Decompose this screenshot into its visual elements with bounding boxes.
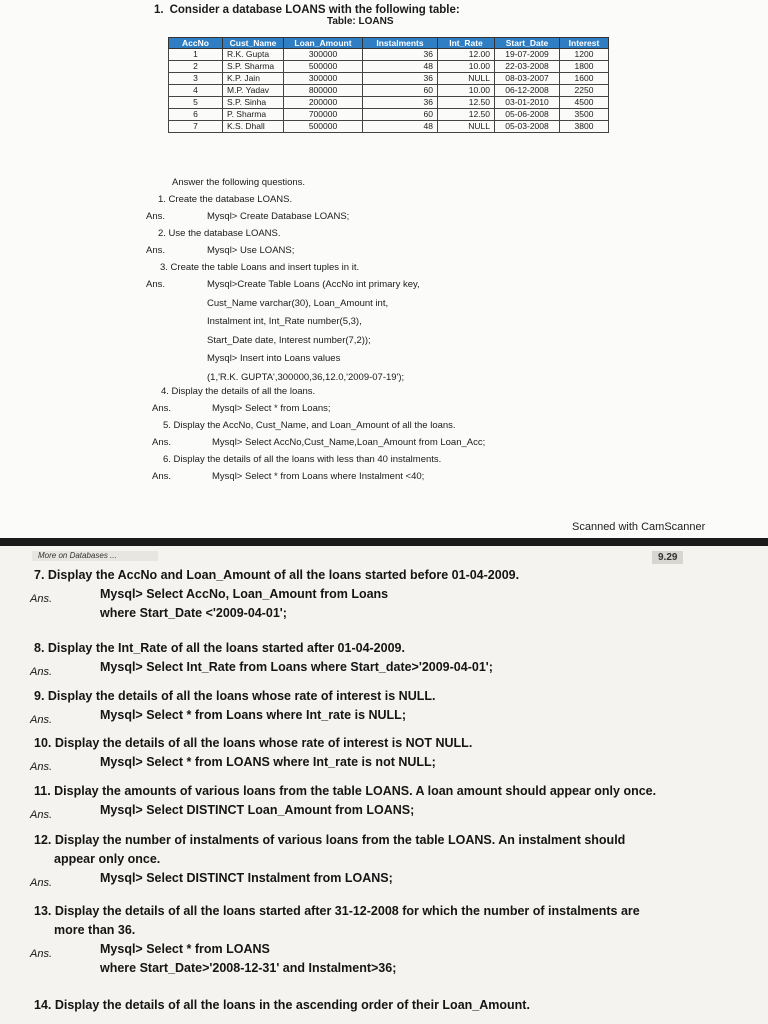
question-line: 6. Display the details of all the loans with less than 40 instalments. — [163, 454, 442, 465]
column-header: Start_Date — [495, 38, 560, 49]
column-header: Cust_Name — [223, 38, 284, 49]
answer-line: Start_Date date, Interest number(7,2)); — [207, 334, 371, 346]
table-cell: 6 — [169, 109, 223, 121]
table-cell: 60 — [363, 109, 438, 121]
table-row — [169, 73, 609, 85]
table-cell: 4500 — [560, 97, 609, 109]
table-cell: 36 — [363, 73, 438, 85]
question-line: 1. Create the database LOANS. — [158, 194, 293, 205]
table-cell: 2250 — [560, 85, 609, 97]
table-cell: S.P. Sharma — [223, 61, 284, 73]
table-cell: P. Sharma — [223, 109, 284, 121]
answer-line: Mysql> Create Database LOANS; — [207, 211, 350, 222]
table-cell: M.P. Yadav — [223, 85, 284, 97]
table-row — [169, 97, 609, 109]
scanner-credit: Scanned with CamScanner — [572, 521, 706, 533]
table-cell: 12.50 — [438, 109, 495, 121]
table-cell: 08-03-2007 — [495, 73, 560, 85]
question-line: 11. Display the amounts of various loans from the table LOANS. A loan amount should appear only once. — [34, 784, 657, 798]
table-row — [169, 49, 609, 61]
column-header: Interest — [560, 38, 609, 49]
table-row — [169, 121, 609, 133]
question-line: more than 36. — [54, 923, 136, 937]
answer-line: Mysql>Create Table Loans (AccNo int primary key, — [207, 279, 420, 290]
answer-line: Mysql> Select AccNo, Loan_Amount from Loans — [100, 587, 389, 601]
table-cell: 300000 — [284, 49, 363, 61]
answer-line: Mysql> Select * from LOANS — [100, 942, 270, 956]
question-line: 14. Display the details of all the loans in the ascending order of their Loan_Amount. — [34, 998, 530, 1012]
table-cell: 10.00 — [438, 85, 495, 97]
table-cell: 48 — [363, 121, 438, 133]
table-cell: R.K. Gupta — [223, 49, 284, 61]
table-row — [169, 109, 609, 121]
instructions: Answer the following questions. — [172, 177, 306, 188]
question-line: 13. Display the details of all the loans started after 31-12-2008 for which the number of instalments are — [34, 904, 640, 918]
answer-label: Ans. — [30, 877, 53, 889]
table-cell: 1 — [169, 49, 223, 61]
chapter-banner: More on Databases ... — [32, 551, 158, 561]
table-cell: K.S. Dhall — [223, 121, 284, 133]
answer-line: where Start_Date>'2008-12-31' and Instalment>36; — [100, 961, 397, 975]
question-line: 9. Display the details of all the loans whose rate of interest is NULL. — [34, 689, 436, 703]
table-header-row — [169, 38, 609, 49]
question-line: 10. Display the details of all the loans whose rate of interest is NOT NULL. — [34, 736, 473, 750]
table-cell: 700000 — [284, 109, 363, 121]
table-cell: 1200 — [560, 49, 609, 61]
answer-line: Mysql> Select * from LOANS where Int_rate is not NULL; — [100, 755, 436, 769]
table-cell: 300000 — [284, 73, 363, 85]
table-row — [169, 61, 609, 73]
answer-label: Ans. — [146, 279, 166, 290]
answer-line: Mysql> Select DISTINCT Loan_Amount from LOANS; — [100, 803, 415, 817]
answer-line: Cust_Name varchar(30), Loan_Amount int, — [207, 297, 389, 309]
table-caption: Table: LOANS — [327, 16, 394, 27]
answer-line: Mysql> Select * from Loans; — [212, 403, 331, 414]
answer-line: Mysql> Insert into Loans values — [207, 353, 341, 364]
answer-line: Mysql> Select Int_Rate from Loans where Start_date>'2009-04-01'; — [100, 660, 493, 674]
answer-label: Ans. — [30, 948, 53, 960]
table-cell: 4 — [169, 85, 223, 97]
column-header: Int_Rate — [438, 38, 495, 49]
table-row — [169, 85, 609, 97]
table-cell: K.P. Jain — [223, 73, 284, 85]
answer-line: Mysql> Select * from Loans where Int_rate is NULL; — [100, 708, 406, 722]
answer-label: Ans. — [30, 593, 53, 605]
question-line: 4. Display the details of all the loans. — [161, 386, 316, 397]
answer-label: Ans. — [146, 245, 166, 256]
table-cell: S.P. Sinha — [223, 97, 284, 109]
table-cell: 05-03-2008 — [495, 121, 560, 133]
loans-table — [168, 37, 609, 133]
question-line: 2. Use the database LOANS. — [158, 228, 281, 239]
table-cell: 48 — [363, 61, 438, 73]
table-cell: 3 — [169, 73, 223, 85]
answer-label: Ans. — [30, 666, 53, 678]
table-cell: 500000 — [284, 61, 363, 73]
answer-line: Mysql> Select * from Loans where Instalment <40; — [212, 471, 425, 482]
table-cell: 19-07-2009 — [495, 49, 560, 61]
answer-line: Mysql> Use LOANS; — [207, 245, 295, 256]
table-cell: 5 — [169, 97, 223, 109]
table-cell: 36 — [363, 97, 438, 109]
table-cell: 60 — [363, 85, 438, 97]
question-line: 8. Display the Int_Rate of all the loans started after 01-04-2009. — [34, 641, 405, 655]
answer-label: Ans. — [30, 714, 53, 726]
table-cell: 200000 — [284, 97, 363, 109]
answer-line: Instalment int, Int_Rate number(5,3), — [207, 316, 362, 327]
question-number: 1. — [154, 4, 164, 16]
answer-line: Mysql> Select AccNo,Cust_Name,Loan_Amount from Loan_Acc; — [212, 437, 486, 448]
table-cell: 1800 — [560, 61, 609, 73]
table-body — [169, 49, 609, 133]
answer-label: Ans. — [146, 211, 166, 222]
table-cell: 1600 — [560, 73, 609, 85]
table-cell: 22-03-2008 — [495, 61, 560, 73]
table-cell: 2 — [169, 61, 223, 73]
table-cell: NULL — [438, 73, 495, 85]
table-cell: 12.00 — [438, 49, 495, 61]
page-divider — [0, 538, 768, 546]
table-cell: 10.00 — [438, 61, 495, 73]
question-line: 7. Display the AccNo and Loan_Amount of all the loans started before 01-04-2009. — [34, 568, 520, 582]
table-cell: 3500 — [560, 109, 609, 121]
table-cell: NULL — [438, 121, 495, 133]
answer-label: Ans. — [152, 437, 172, 448]
table-cell: 05-06-2008 — [495, 109, 560, 121]
question-heading — [154, 4, 460, 16]
answer-label: Ans. — [152, 403, 172, 414]
question-line: 3. Create the table Loans and insert tuples in it. — [160, 262, 360, 273]
table-cell: 3800 — [560, 121, 609, 133]
answer-label: Ans. — [30, 809, 53, 821]
question-line: 5. Display the AccNo, Cust_Name, and Loan_Amount of all the loans. — [163, 420, 456, 431]
column-header: Loan_Amount — [284, 38, 363, 49]
answer-line: where Start_Date <'2009-04-01'; — [100, 606, 287, 620]
answer-line: (1,'R.K. GUPTA',300000,36,12.0,'2009-07-19'); — [207, 371, 405, 383]
table-cell: 12.50 — [438, 97, 495, 109]
answer-label: Ans. — [152, 471, 172, 482]
table-cell: 800000 — [284, 85, 363, 97]
answer-label: Ans. — [30, 761, 53, 773]
table-cell: 06-12-2008 — [495, 85, 560, 97]
question-line: 12. Display the number of instalments of various loans from the table LOANS. An instalment should — [34, 833, 626, 847]
answer-line: Mysql> Select DISTINCT Instalment from LOANS; — [100, 871, 393, 885]
question-line: appear only once. — [54, 852, 161, 866]
question-text: Consider a database LOANS with the following table: — [169, 4, 460, 16]
column-header: AccNo — [169, 38, 223, 49]
table-cell: 500000 — [284, 121, 363, 133]
table-cell: 7 — [169, 121, 223, 133]
page-number: 9.29 — [652, 551, 683, 564]
table-cell: 36 — [363, 49, 438, 61]
column-header: Instalments — [363, 38, 438, 49]
table-cell: 03-01-2010 — [495, 97, 560, 109]
